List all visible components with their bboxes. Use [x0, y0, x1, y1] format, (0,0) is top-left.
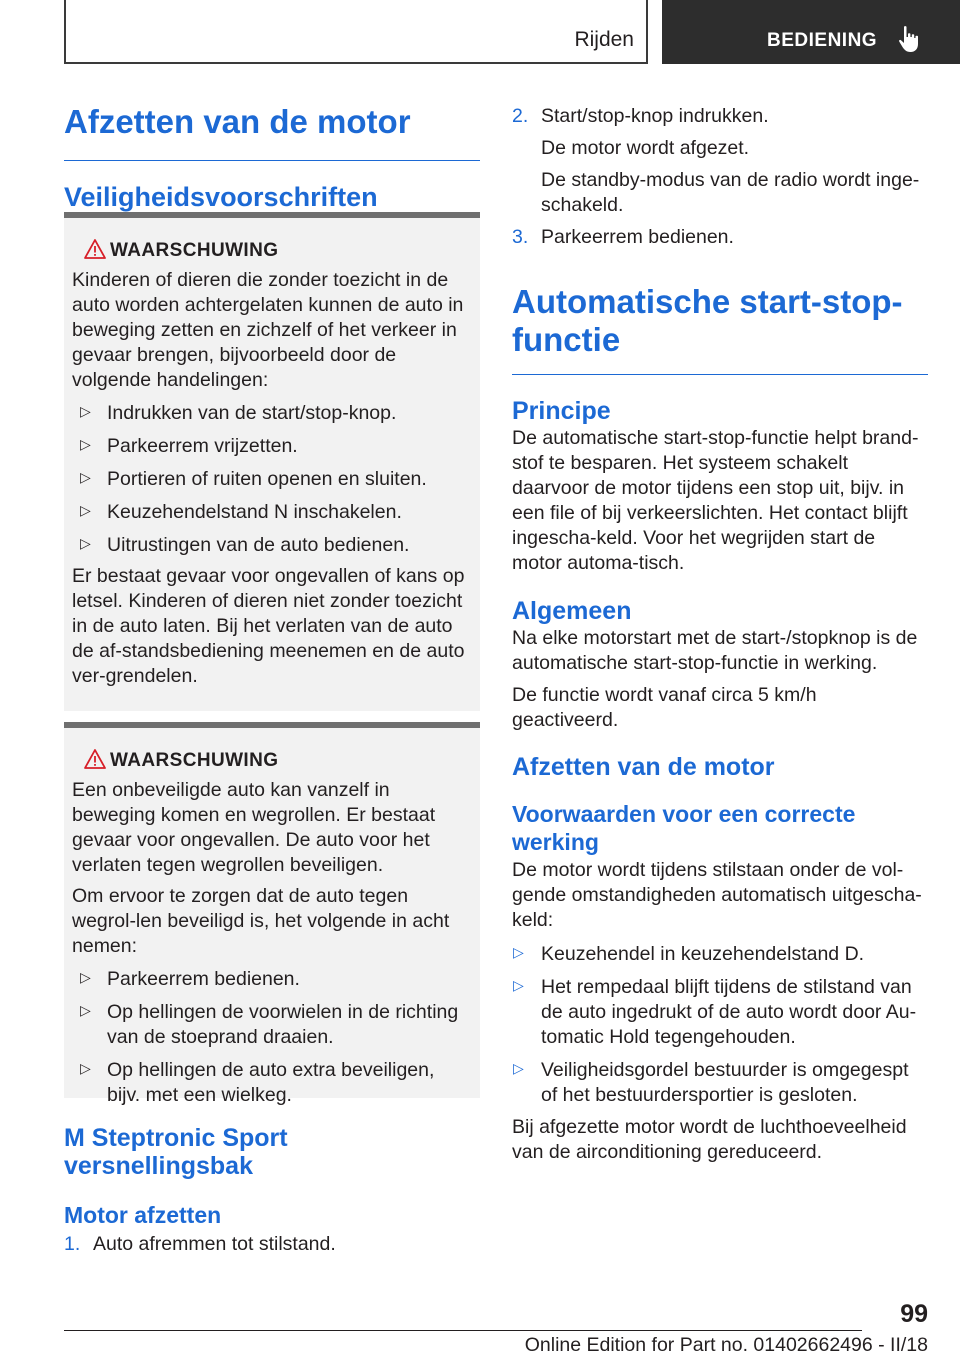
steptronic-section [64, 1124, 480, 1257]
warning-intro: Een onbeveiligde auto kan vanzelf in beweging komen en wegrollen. Er bestaat gevaar voor ongevallen. De auto voor het verlaten tegen wegrollen beveiligen. [72, 779, 436, 876]
warning-title-text: WAARSCHUWING [110, 750, 279, 771]
step-number: 2. [512, 105, 529, 127]
general-heading: Algemeen [512, 597, 632, 625]
list-item: ▷ Veiligheidsgordel bestuurder is omgegespt of het bestuurdersportier is gesloten. [513, 1059, 909, 1106]
triangle-bullet-icon: ▷ [80, 403, 91, 419]
left-title-block [64, 104, 480, 213]
step-1 [64, 1232, 480, 1257]
list-item: ▷ Uitrustingen van de auto bedienen. [80, 534, 410, 556]
warning-intro-2: Om ervoor te zorgen dat de auto tegen wegrol-len beveiligd is, het volgende in acht nemen: [72, 885, 450, 957]
list-item: ▷ Portieren of ruiten openen en sluiten. [80, 468, 427, 490]
triangle-bullet-icon: ▷ [513, 1060, 524, 1076]
step-2 [512, 104, 928, 129]
step-number: 3. [512, 226, 529, 248]
conditions-heading: Voorwaarden voor een correcte werking [512, 801, 856, 855]
triangle-bullet-icon: ▷ [80, 535, 91, 551]
warning-title [72, 750, 472, 776]
edition-line: Online Edition for Part no. 01402662496 - II/18 [524, 1334, 928, 1356]
page-title: Afzetten van de motor [64, 103, 411, 140]
engine-off-heading: Afzetten van de motor [512, 753, 775, 781]
warning-triangle-icon [84, 238, 106, 260]
hand-pointer-icon [898, 25, 920, 53]
header-chapter: BEDIENING [767, 30, 878, 51]
page-number: 99 [900, 1300, 928, 1328]
warning-box-children [64, 212, 480, 711]
steptronic-heading: M Steptronic Sport versnellingsbak [64, 1124, 288, 1180]
warning-triangle-icon [84, 748, 106, 770]
section-title: Automatische start-stop-functie [512, 283, 903, 358]
triangle-bullet-icon: ▷ [513, 977, 524, 993]
step-2-note: De motor wordt afgezet. [541, 137, 750, 159]
general-text: De functie wordt vanaf circa 5 km/h geactiveerd. [512, 684, 817, 731]
list-item: ▷ Indrukken van de start/stop-knop. [80, 402, 397, 424]
list-item: ▷ Parkeerrem bedienen. [80, 968, 300, 990]
conditions-intro: De motor wordt tijdens stilstaan onder de vol-gende omstandigheden automatisch uitgescha-keld: [512, 859, 922, 931]
triangle-bullet-icon: ▷ [80, 969, 91, 985]
header-chapter-box [662, 0, 960, 64]
list-item: ▷ Het rempedaal blijft tijdens de stilstand van de auto ingedrukt of de auto wordt door Au-tomatic Hold tegengehouden. [513, 976, 917, 1048]
triangle-bullet-icon: ▷ [80, 502, 91, 518]
step-text: Start/stop-knop indrukken. [541, 105, 769, 127]
triangle-bullet-icon: ▷ [80, 1002, 91, 1018]
title-rule [64, 160, 480, 161]
list-item: ▷ Keuzehendelstand N inschakelen. [80, 501, 402, 523]
warning-intro: Kinderen of dieren die zonder toezicht in de auto worden achtergelaten kunnen de auto in beweging zetten en zichzelf of het verkeer in gevaar brengen, bijvoorbeeld door de volgende handelingen: [72, 269, 464, 391]
warning-title [72, 240, 472, 266]
footer-rule [64, 1330, 862, 1331]
right-column [512, 104, 928, 1165]
list-item: ▷ Parkeerrem vrijzetten. [80, 435, 298, 457]
triangle-bullet-icon: ▷ [80, 436, 91, 452]
title-rule [512, 374, 928, 375]
list-item: ▷ Op hellingen de voorwielen in de richting van de stoeprand draaien. [80, 1001, 459, 1048]
step-3 [512, 225, 928, 250]
list-item: ▷ Op hellingen de auto extra beveiligen, bijv. met een wielkeg. [80, 1059, 435, 1106]
triangle-bullet-icon: ▷ [80, 1060, 91, 1076]
warning-box-rolling [64, 722, 480, 1106]
step-text: Auto afremmen tot stilstand. [93, 1232, 336, 1255]
triangle-bullet-icon: ▷ [80, 469, 91, 485]
header-left-box [64, 0, 648, 64]
principle-text: De automatische start-stop-functie helpt brand-stof te besparen. Het systeem schakelt daarvoor de motor tijdens een stop uit, bijv. in een file of bij verkeerslichten. Het contact blijft ingescha-keld. Voor het wegrijden start de motor automa-tisch. [512, 427, 919, 574]
triangle-bullet-icon: ▷ [513, 944, 524, 960]
warning-outro: Er bestaat gevaar voor ongevallen of kans op letsel. Kinderen of dieren niet zonder toezicht in de auto laten. Bij het verlaten van de auto de af-standsbediening meenemen en de auto ver-grendelen. [72, 565, 465, 687]
header-section: Rijden [574, 28, 634, 51]
list-item: ▷ Keuzehendel in keuzehendelstand D. [513, 943, 865, 965]
general-text: Na elke motorstart met de start-/stopknop is de automatische start-stop-functie in werking. [512, 627, 918, 674]
warning-title-text: WAARSCHUWING [110, 240, 279, 261]
motor-off-heading: Motor afzetten [64, 1202, 222, 1228]
principle-heading: Principe [512, 397, 611, 425]
safety-heading: Veiligheidsvoorschriften [64, 182, 378, 213]
step-number: 1. [64, 1232, 81, 1255]
step-2-note: De standby-modus van de radio wordt inge-schakeld. [541, 169, 920, 216]
step-text: Parkeerrem bedienen. [541, 226, 734, 248]
conditions-outro: Bij afgezette motor wordt de luchthoeveelheid van de airconditioning gereduceerd. [512, 1116, 907, 1163]
